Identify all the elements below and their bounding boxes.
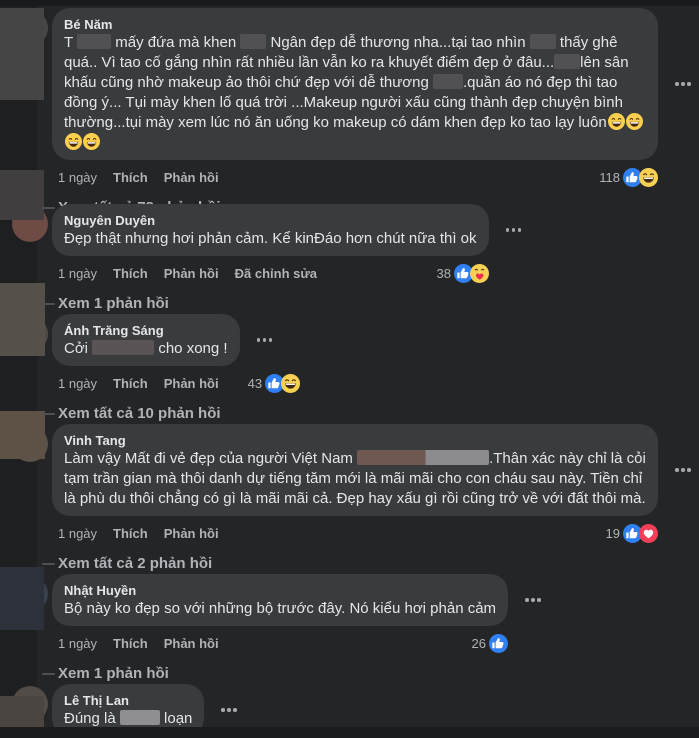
thread-connector-icon [42, 303, 55, 305]
grin-emoji-icon [65, 133, 82, 150]
redacted-text [77, 34, 111, 49]
comment-footer [58, 374, 300, 393]
reply-link[interactable]: Phản hồi [163, 170, 219, 185]
reply-link[interactable]: Phản hồi [163, 636, 219, 651]
comment-text: Cởi cho xong ! [64, 340, 228, 357]
redacted-text [554, 54, 580, 69]
reaction-count: 118 [599, 170, 620, 185]
reaction-count: 43 [247, 376, 263, 391]
reaction-icons [489, 634, 508, 653]
comment-footer [58, 264, 489, 283]
reaction-icons [265, 374, 300, 393]
view-replies-label: Xem 1 phản hồi [58, 665, 169, 682]
comment-text: Đẹp thật nhưng hơi phản cảm. Kể kinĐáo hơn chút nữa thì ok [64, 230, 477, 247]
redacted-text [357, 450, 489, 465]
redacted-text [530, 34, 556, 49]
reaction-pill[interactable] [248, 374, 300, 393]
more-options-icon [221, 708, 237, 712]
top-edge-strip [0, 0, 699, 6]
comment-author[interactable]: Nguyên Duyên [64, 213, 156, 228]
more-options-icon [506, 228, 522, 232]
comment-bubble [52, 424, 658, 516]
comment-thread [52, 424, 695, 572]
more-options-button[interactable] [253, 330, 277, 350]
love-reaction-icon [639, 524, 658, 543]
avatar-censor-block [0, 283, 45, 356]
bottom-edge-strip [0, 727, 699, 738]
haha-reaction-icon [639, 168, 658, 187]
reaction-icons [623, 168, 658, 187]
reaction-pill[interactable] [606, 524, 658, 543]
grin-emoji-icon [626, 113, 643, 130]
comment-author[interactable]: Bé Năm [64, 17, 113, 32]
reaction-count: 26 [471, 636, 486, 651]
haha-reaction-icon [281, 374, 300, 393]
reply-link[interactable]: Phản hồi [163, 266, 219, 281]
comment-footer [58, 634, 508, 653]
comment-author[interactable]: Ánh Trăng Sáng [64, 323, 164, 338]
redacted-text [120, 710, 160, 725]
comment-timestamp[interactable]: 1 ngày [58, 526, 98, 541]
comment-thread [52, 8, 695, 216]
reply-link[interactable]: Phản hồi [163, 376, 219, 391]
view-replies-link[interactable] [58, 555, 212, 572]
more-options-icon [525, 598, 541, 602]
comment-timestamp[interactable]: 1 ngày [58, 266, 98, 281]
reaction-icons [623, 524, 658, 543]
view-replies-link[interactable] [58, 665, 169, 682]
thread-connector-icon [42, 673, 55, 675]
avatar-censor-block [0, 567, 44, 630]
reaction-icons [454, 264, 489, 283]
comment-bubble [52, 574, 508, 626]
like-reaction-icon [489, 634, 508, 653]
view-replies-label: Xem 1 phản hồi [58, 295, 169, 312]
comment-timestamp[interactable]: 1 ngày [58, 636, 98, 651]
reaction-pill[interactable] [472, 634, 508, 653]
view-replies-label: Xem tất cả 10 phản hồi [58, 405, 221, 422]
view-replies-label: Xem tất cả 2 phản hồi [58, 555, 213, 572]
comment-author[interactable]: Nhật Huyền [64, 583, 137, 598]
comment-bubble [52, 314, 240, 366]
comment-author[interactable]: Vinh Tang [64, 433, 126, 448]
thread-connector-icon [42, 413, 55, 415]
comment-text: Đúng là loạn [64, 710, 193, 727]
comment-text: Bộ này ko đẹp so với những bộ trước đây. Nó kiểu hơi phản cảm [64, 600, 497, 617]
more-options-button[interactable] [671, 460, 695, 480]
like-link[interactable]: Thích [113, 266, 148, 281]
avatar-censor-block [0, 170, 44, 220]
reaction-pill[interactable] [437, 264, 489, 283]
more-options-button[interactable] [502, 220, 526, 240]
redacted-text [92, 340, 154, 355]
comment-thread [52, 574, 545, 682]
like-link[interactable]: Thích [113, 526, 148, 541]
reaction-pill[interactable] [599, 168, 658, 187]
reply-link[interactable]: Phản hồi [163, 526, 219, 541]
redacted-text [433, 74, 463, 89]
comment-timestamp[interactable]: 1 ngày [58, 376, 98, 391]
comment-text: Làm vậy Mất đi vẻ đẹp của người Việt Nam .Thân xác này chỉ là cỏi tạm trần gian mà thôi danh dự tiếng tăm mới là mãi mãi cho con cháu sau này. Tiền chỉ là phù du thôi chẳng có gì là mãi mãi cả. Đẹp hay xấu gì rồi cũng trở về với đất thôi mà. [64, 450, 646, 507]
like-link[interactable]: Thích [113, 376, 148, 391]
avatar-censor-block [0, 8, 44, 100]
comment-bubble [52, 8, 658, 160]
grin-emoji-icon [608, 113, 625, 130]
comment-text: T mấy đứa mà khen Ngân đẹp dễ thương nha...tại tao nhìn thấy ghê quá.. Vì tao cố gắng nhìn rất nhiều lần vẫn ko ra khuyết điểm đẹp ở đâu... lên sân khấu cũng nhờ makeup ảo thôi chứ đẹp với dễ thương .quần áo nó đẹp thì tao đồng ý... Tụi mày khen lố quá trời ...Makeup người xấu cũng thành đẹp chuyện bình thường...tụi mày xem lúc nó ăn uống ko makeup có dám khen đẹp ko tao lạy luôn [64, 33, 646, 153]
comment-thread [52, 314, 300, 422]
thread-connector-icon [42, 563, 55, 565]
comment-footer [58, 524, 658, 543]
avatar-censor-block [0, 411, 45, 459]
like-link[interactable]: Thích [113, 636, 148, 651]
edited-label: Đã chỉnh sửa [234, 266, 317, 281]
redacted-text [240, 34, 266, 49]
grin-emoji-icon [83, 133, 100, 150]
more-options-icon [675, 468, 691, 472]
reaction-count: 38 [436, 266, 451, 281]
view-replies-link[interactable] [58, 295, 169, 312]
comment-footer [58, 168, 658, 187]
reaction-count: 19 [605, 526, 620, 541]
more-options-icon [257, 338, 273, 342]
comment-author[interactable]: Lê Thị Lan [64, 693, 129, 708]
care-reaction-icon [470, 264, 489, 283]
comment-timestamp[interactable]: 1 ngày [58, 170, 98, 185]
more-options-button[interactable] [521, 590, 545, 610]
comment-thread [52, 204, 525, 312]
more-options-button[interactable] [671, 74, 695, 94]
view-replies-link[interactable] [58, 405, 221, 422]
more-options-icon [675, 82, 691, 86]
more-options-button[interactable] [217, 700, 241, 720]
like-link[interactable]: Thích [113, 170, 148, 185]
comment-bubble [52, 204, 489, 256]
